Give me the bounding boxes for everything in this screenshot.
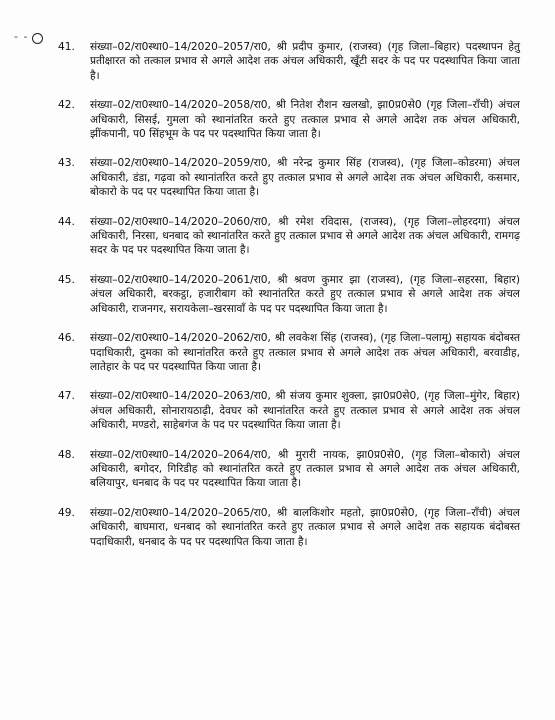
entry-text: संख्या–02/रा0स्था0–14/2020–2060/रा0, श्री रमेश रविदास, (राजस्व), (गृह जिला–लोहरदगा) अंचल अधिकारी, निरसा, धनबाद को स्थानांतरित करते हुए तत्काल प्रभाव से अगले आदेश तक अंचल अधिकारी, रामगढ़ सदर के पद पर पदस्थापित किया जाता है। (90, 215, 520, 257)
entry-number: 41. (58, 41, 75, 53)
entry-number: 43. (58, 157, 75, 170)
entry-number: 49. (58, 506, 75, 519)
entry-text: संख्या–02/रा0स्था0–14/2020–2059/रा0, श्री नरेन्द्र कुमार सिंह (राजस्व), (गृह जिला–कोडरमा) अंचल अधिकारी, डंडा, गढ़वा को स्थानांतरित करते हुए तत्काल प्रभाव से अगले आदेश तक अंचल अधिकारी, कसमार, बोकारो के पद पर पदस्थापित किया जाता है। (90, 157, 520, 199)
entry-text: संख्या–02/रा0स्था0–14/2020–2062/रा0, श्री लवकेश सिंह (राजस्व), (गृह जिला–पलामू) सहायक बंदोबस्त पदाधिकारी, दुमका को स्थानांतरित करते हुए तत्काल प्रभाव से अगले आदेश तक अंचल अधिकारी, बरवाडीह, लातेहार के पद पर पदस्थापित किया जाता है। (90, 332, 520, 373)
margin-mark: - - (14, 30, 29, 43)
hole-punch-mark (32, 33, 43, 44)
order-entry-45 (58, 273, 520, 316)
entry-number: 44. (58, 215, 75, 228)
order-entry-43 (58, 156, 520, 199)
entry-number: 42. (58, 99, 75, 112)
entry-number: 47. (58, 390, 75, 403)
entry-text: संख्या–02/रा0स्था0–14/2020–2063/रा0, श्री संजय कुमार शुक्ला, झा0प्र0से0, (गृह जिला–मुंगेर, बिहार) अंचल अधिकारी, सोनारायठाढ़ी, देवघर को स्थानांतरित करते हुए तत्काल प्रभाव से अगले आदेश तक अंचल अधिकारी, मण्डरो, साहेबगंज के पद पर पदस्थापित किया जाता है। (90, 390, 520, 432)
entry-text: संख्या–02/रा0स्था0–14/2020–2064/रा0, श्री मुरारी नायक, झा0प्र0से0, (गृह जिला–बोकारो) अंचल अधिकारी, बगोदर, गिरिडीह को स्थानांतरित करते हुए तत्काल प्रभाव से अगले आदेश तक अंचल अधिकारी, बलियापुर, धनबाद के पद पर पदस्थापित किया जाता है। (90, 448, 520, 490)
order-entry-41 (58, 40, 520, 83)
transfer-order-list (58, 40, 520, 564)
entry-text: संख्या–02/रा0स्था0–14/2020–2061/रा0, श्री श्रवण कुमार झा (राजस्व), (गृह जिला–सहरसा, बिहार) अंचल अधिकारी, बरकट्ठा, हजारीबाग को स्थानांतरित करते हुए तत्काल प्रभाव से अगले आदेश तक अंचल अधिकारी, राजनगर, सरायकेला–खरसावाँ के पद पर पदस्थापित किया जाता है। (90, 273, 520, 315)
entry-text: संख्या–02/रा0स्था0–14/2020–2065/रा0, श्री बालकिशोर महतो, झा0प्र0से0, (गृह जिला–राँची) अंचल अधिकारी, बाघमारा, धनबाद को स्थानांतरित करते हुए तत्काल प्रभाव से अगले आदेश तक सहायक बंदोबस्त पदाधिकारी, धनबाद के पद पर पदस्थापित किया जाता है। (90, 506, 520, 548)
order-entry-49 (58, 506, 520, 549)
order-entry-47 (58, 389, 520, 432)
order-entry-46 (58, 331, 520, 374)
order-entry-42 (58, 98, 520, 141)
entry-text: संख्या–02/रा0स्था0–14/2020–2058/रा0, श्री नितेश रौशन खलखो, झा0प्र0से0 (गृह जिला–राँची) अंचल अधिकारी, सिसई, गुमला को स्थानांतरित करते हुए तत्काल प्रभाव से अगले आदेश तक अंचल अधिकारी, झींकपानी, प0 सिंहभूम के पद पर पदस्थापित किया जाता है। (90, 99, 520, 141)
entry-text: संख्या–02/रा0स्था0–14/2020–2057/रा0, श्री प्रदीप कुमार, (राजस्व) (गृह जिला–बिहार) पदस्थापन हेतु प्रतीक्षारत को तत्काल प्रभाव से अगले आदेश तक अंचल अधिकारी, खूँटी सदर के पद पर पदस्थापित किया जाता है। (90, 41, 520, 82)
entry-number: 48. (58, 448, 75, 461)
entry-number: 46. (58, 332, 75, 345)
order-entry-48 (58, 448, 520, 491)
entry-number: 45. (58, 273, 75, 286)
order-entry-44 (58, 215, 520, 258)
